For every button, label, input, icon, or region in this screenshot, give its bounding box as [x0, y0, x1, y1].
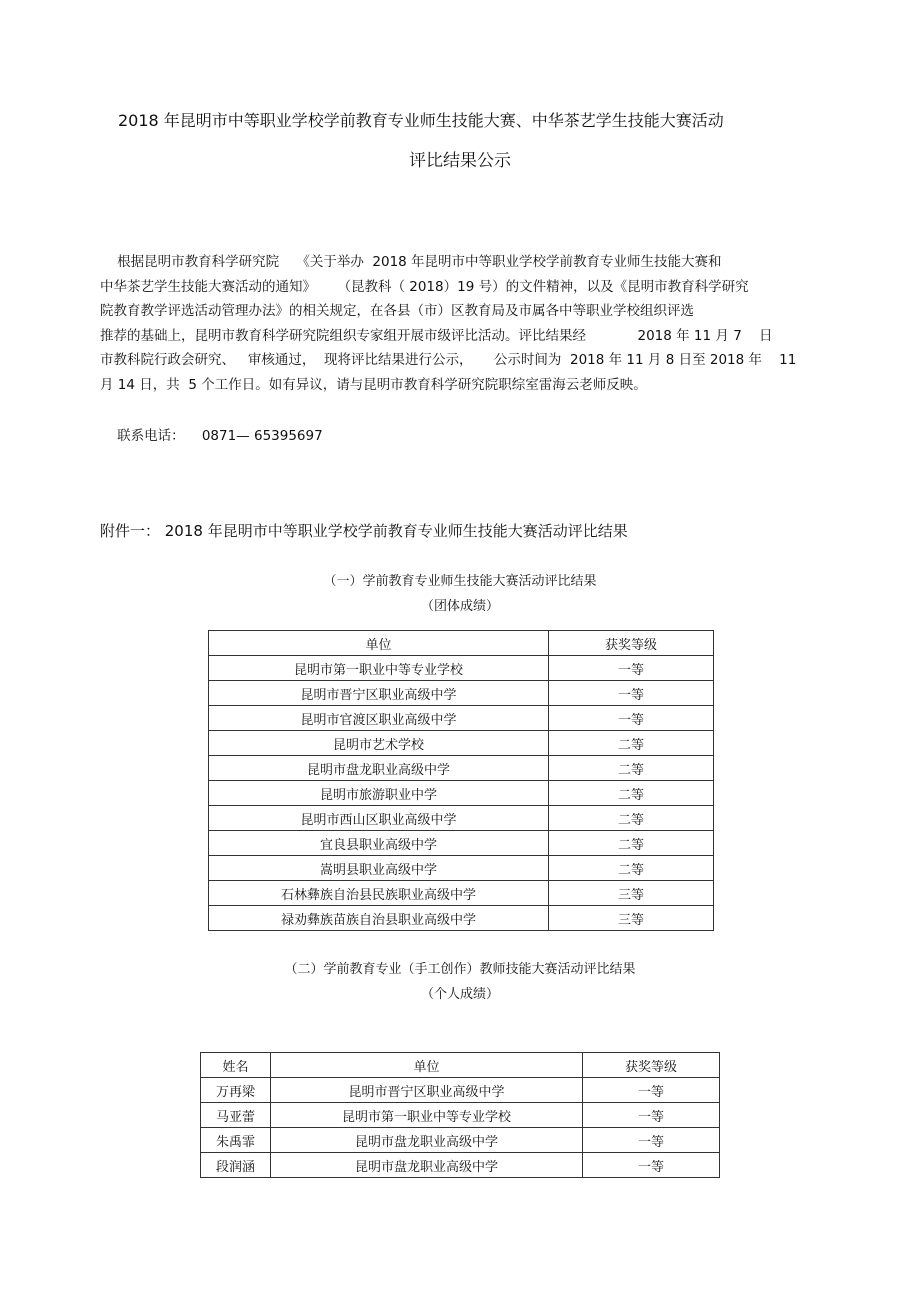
title-line-2: 评比结果公示 [409, 151, 511, 171]
table-row [201, 1153, 720, 1178]
table-row [209, 681, 714, 706]
table-cell: 昆明市盘龙职业高级中学 [271, 1153, 583, 1178]
table-cell: 单位 [209, 631, 549, 656]
table-cell: 昆明市晋宁区职业高级中学 [209, 681, 549, 706]
table-cell: 马亚蕾 [201, 1103, 271, 1128]
table-cell: 昆明市西山区职业高级中学 [209, 806, 549, 831]
section1-title: （一）学前教育专业师生技能大赛活动评比结果 [323, 574, 597, 589]
table-cell: 三等 [549, 881, 714, 906]
notice-line: 中华茶艺学生技能大赛活动的通知》 （昆教科（ 2018）19 号）的文件精神，以及《昆明市教育科学研究 [100, 278, 749, 295]
table-cell: 一等 [549, 706, 714, 731]
table-header-row [201, 1053, 720, 1078]
attachment-title: 附件一： 2018 年昆明市中等职业学校学前教育专业师生技能大赛活动评比结果 [100, 522, 628, 540]
table-cell: 姓名 [201, 1053, 271, 1078]
table-cell: 一等 [583, 1128, 720, 1153]
notice-line: 月 14 日，共 5 个工作日。如有异议，请与昆明市教育科学研究院职综室雷海云老师反映。 [100, 376, 647, 393]
table-row [201, 1128, 720, 1153]
table-row [209, 906, 714, 931]
table-cell: 一等 [583, 1103, 720, 1128]
section2-subtitle: （个人成绩） [420, 987, 499, 1002]
table-row [209, 806, 714, 831]
table-cell: 昆明市晋宁区职业高级中学 [271, 1078, 583, 1103]
team-results-table [208, 630, 714, 931]
table-row [209, 881, 714, 906]
table-header-row [209, 631, 714, 656]
table-cell: 二等 [549, 806, 714, 831]
table-cell: 三等 [549, 906, 714, 931]
table-cell: 二等 [549, 756, 714, 781]
table-cell: 昆明市旅游职业中学 [209, 781, 549, 806]
table-cell: 昆明市第一职业中等专业学校 [209, 656, 549, 681]
section2-title: （二）学前教育专业（手工创作）教师技能大赛活动评比结果 [284, 962, 636, 977]
table-cell: 昆明市盘龙职业高级中学 [209, 756, 549, 781]
table-row [209, 856, 714, 881]
table-cell: 昆明市第一职业中等专业学校 [271, 1103, 583, 1128]
table-row [209, 731, 714, 756]
table-cell: 一等 [583, 1078, 720, 1103]
notice-line: 推荐的基础上，昆明市教育科学研究院组织专家组开展市级评比活动。评比结果经 2018 年 11 月 7 日 [100, 327, 773, 344]
contact-phone: 联系电话： 0871— 65395697 [100, 428, 323, 444]
table-cell: 宜良县职业高级中学 [209, 831, 549, 856]
notice-line: 市教科院行政会研究、 审核通过， 现将评比结果进行公示， 公示时间为 2018 年 11 月 8 日至 2018 年 11 [100, 352, 797, 368]
table-cell: 朱禹霏 [201, 1128, 271, 1153]
table-row [209, 706, 714, 731]
title-line-1: 2018 年昆明市中等职业学校学前教育专业师生技能大赛、中华茶艺学生技能大赛活动 [118, 111, 724, 130]
table-cell: 一等 [549, 656, 714, 681]
table-cell: 禄劝彝族苗族自治县职业高级中学 [209, 906, 549, 931]
table-row [209, 781, 714, 806]
table-row [209, 656, 714, 681]
table-cell: 昆明市盘龙职业高级中学 [271, 1128, 583, 1153]
table-cell: 获奖等级 [549, 631, 714, 656]
table-cell: 嵩明县职业高级中学 [209, 856, 549, 881]
table-cell: 昆明市艺术学校 [209, 731, 549, 756]
section1-subtitle: （团体成绩） [420, 599, 499, 614]
notice-line: 院教育教学评选活动管理办法》的相关规定，在各县（市）区教育局及市属各中等职业学校组织评选 [100, 303, 694, 319]
table-row [201, 1078, 720, 1103]
table-cell: 二等 [549, 856, 714, 881]
table-row [209, 831, 714, 856]
table-cell: 获奖等级 [583, 1053, 720, 1078]
table-cell: 二等 [549, 781, 714, 806]
table-row [201, 1103, 720, 1128]
individual-results-table [200, 1052, 720, 1178]
table-cell: 单位 [271, 1053, 583, 1078]
table-cell: 昆明市官渡区职业高级中学 [209, 706, 549, 731]
table-cell: 一等 [583, 1153, 720, 1178]
table-cell: 二等 [549, 731, 714, 756]
table-row [209, 756, 714, 781]
table-cell: 石林彝族自治县民族职业高级中学 [209, 881, 549, 906]
table-cell: 一等 [549, 681, 714, 706]
notice-line: 根据昆明市教育科学研究院 《关于举办 2018 年昆明市中等职业学校学前教育专业师生技能大赛和 [100, 254, 722, 270]
table-cell: 段润涵 [201, 1153, 271, 1178]
table-cell: 二等 [549, 831, 714, 856]
table-cell: 万再梁 [201, 1078, 271, 1103]
